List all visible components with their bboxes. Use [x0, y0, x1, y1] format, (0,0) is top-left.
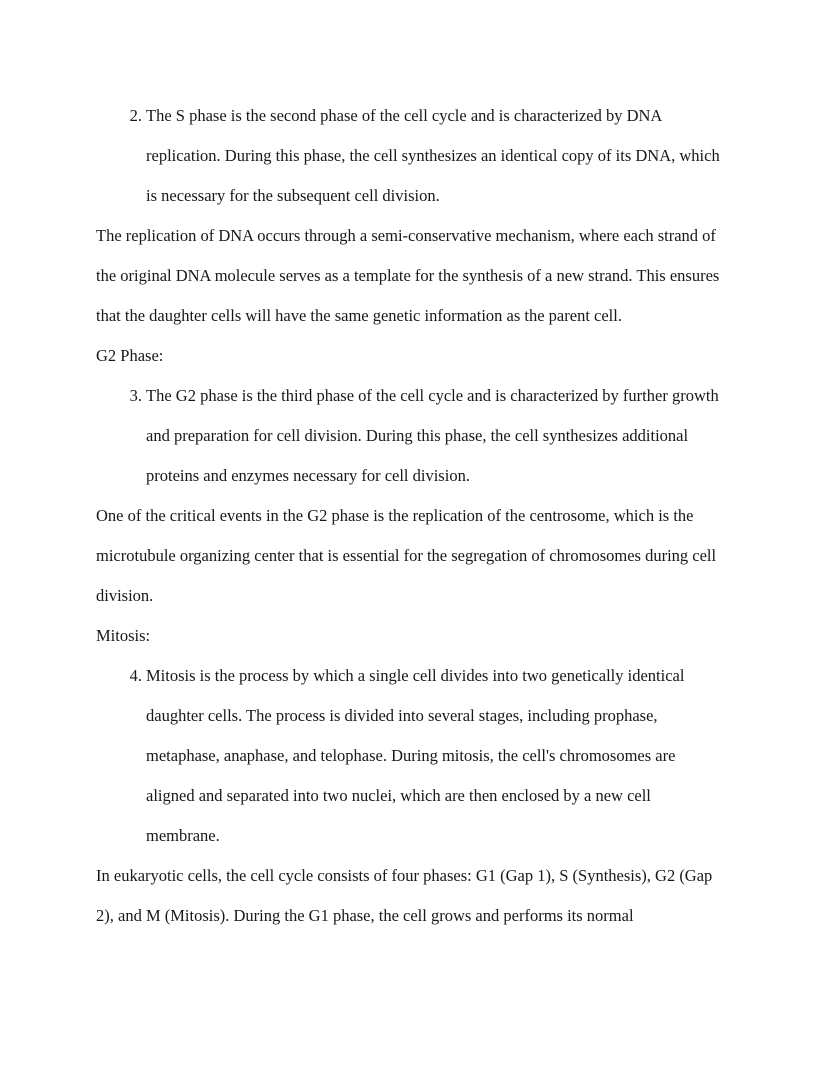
paragraph-eukaryotic: In eukaryotic cells, the cell cycle consists of four phases: G1 (Gap 1), S (Synthesis), G2 (Gap 2), and M (Mitosis). During the G1 phase, the cell grows and performs its normal — [96, 866, 713, 925]
list-item-marker: 3. — [129, 386, 142, 405]
list-item-marker: 4. — [129, 666, 142, 685]
list-item-text: The S phase is the second phase of the cell cycle and is characterized by DNA replication. During this phase, the cell synthesizes an identical copy of its DNA, which is necessary for the subsequent cell division. — [146, 106, 720, 205]
numbered-list-item-4 — [96, 656, 724, 856]
list-item — [96, 656, 724, 856]
list-item — [96, 96, 724, 216]
document-body — [96, 96, 724, 936]
paragraph-replication: The replication of DNA occurs through a semi-conservative mechanism, where each strand of the original DNA molecule serves as a template for the synthesis of a new strand. This ensures that the daughter cells will have the same genetic information as the parent cell. — [96, 226, 720, 325]
list-item-text: The G2 phase is the third phase of the cell cycle and is characterized by further growth and preparation for cell division. During this phase, the cell synthesizes additional proteins and enzymes necessary for cell division. — [146, 386, 719, 485]
numbered-list-item-3 — [96, 376, 724, 496]
numbered-list-item-2 — [96, 96, 724, 216]
heading-g2-phase: G2 Phase: — [96, 346, 164, 365]
paragraph-centrosome: One of the critical events in the G2 phase is the replication of the centrosome, which is the microtubule organizing center that is essential for the segregation of chromosomes during cell division. — [96, 506, 717, 605]
heading-mitosis: Mitosis: — [96, 626, 151, 645]
list-item — [96, 376, 724, 496]
list-item-marker: 2. — [129, 106, 142, 125]
list-item-text: Mitosis is the process by which a single cell divides into two genetically identical daughter cells. The process is divided into several stages, including prophase, metaphase, anaphase, and telophase. During mitosis, the cell's chromosomes are aligned and separated into two nuclei, which are then enclosed by a new cell membrane. — [146, 666, 685, 845]
